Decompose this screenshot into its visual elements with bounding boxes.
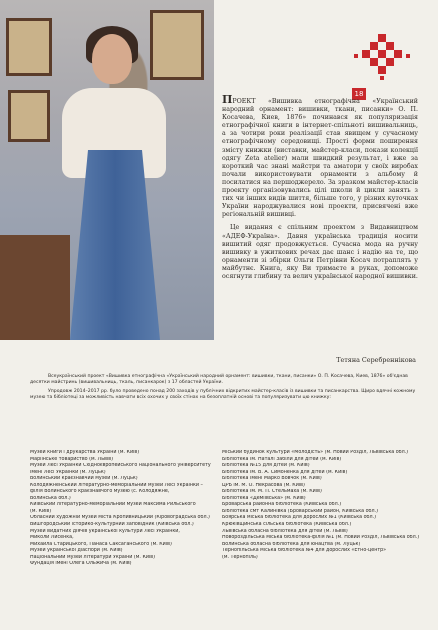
institution-item: Крюківщинська сільська бібліотека (Київська обл.) [222, 522, 352, 528]
institution-item: (м. Тернопіль) [222, 554, 258, 560]
blue-skirt [70, 150, 160, 340]
institution-item: Львівська обласна бібліотека для дітей (м. Львів) [222, 528, 348, 534]
institution-item: Броварська районна бібліотека (Київська обл.) [222, 502, 342, 508]
institution-item: Бібліотека «Деміївська» (м. Київ) [222, 495, 306, 501]
institution-item: Бібліотека ім. В. А. Симоненка для дітей (м. Київ) [222, 469, 348, 475]
institution-item: Бібліотека ім. М. П. Стельмаха (м. Київ) [222, 489, 322, 495]
institution-item: Бібліотека смт Калинівка (Броварський район, Київська обл.) [222, 508, 378, 514]
institution-item: Волинська обл.) [30, 495, 71, 501]
institution-item: ЦРБ ім. М. О. Некрасова (м. Київ) [222, 482, 305, 488]
institution-item: Колодяжненський літературно-меморіальний музей Лесі Українки – [30, 482, 203, 488]
project-intro [30, 374, 418, 404]
institution-item: Волинський краєзнавчий музей (м. Луцьк) [30, 476, 138, 482]
institution-item: Музей книги і друкарства України (м. Київ) [30, 450, 140, 455]
intro-paragraph: Всеукраїнський проект «Вишивка етнографічна «Український народний орнамент: вишивки, ткани, писанки» О. П. Косачева, Киев, 1876» об'єднав десятки майстринь (вишивальниць, ткаль, писанкарок) з 17 областей України. [30, 374, 408, 386]
institution-item: Бібліотека №15 для дітей (м. Київ) [222, 463, 310, 469]
drop-cap: П [222, 93, 233, 106]
institution-item: Маріїнське товариство (м. Львів) [30, 456, 113, 462]
institution-item: (м. Київ) [30, 508, 52, 514]
institutions-list-right [222, 450, 420, 561]
institution-item: Михайла Старицького, Панаса Саксаганського (м. Київ) [30, 541, 172, 547]
picture-frame [8, 90, 50, 142]
embroidery-ornament-icon [352, 32, 412, 84]
picture-frame [150, 10, 204, 80]
portrait-photo [0, 0, 214, 340]
institution-item: імені Лесі Українки (м. Луцьк) [30, 469, 106, 475]
institution-item: Бібліотека імені Марко Вовчок (м. Київ) [222, 476, 322, 482]
article-paragraph: Це видання є спільним проектом з Видавництвом «АДЕФ-Україна». Давня українська традиція носити вишитий одяг продовжується. Сучасна мода на ручну вишивку в ужиткових речах дає шанс і надію на те, що орнаменти зі збірки Ольги Петрівни Косач потраплять у майбутнє. Книга, яку Ви тримаєте в руках, допоможе осягнути глибину та велич української народної вишивки. [222, 224, 418, 280]
institution-item: філія Волинського краєзнавчого музею (с. Колодяжне, [30, 489, 170, 495]
institution-item: Бібліотека ім. Наталі Забіли для дітей (м. Київ) [222, 456, 342, 462]
institution-item: Вишгородський історико-культурний заповідник (Київська обл.) [30, 522, 194, 528]
institution-item: Фундація імені Олега Ольжича (м. Київ) [30, 561, 132, 567]
article-paragraph: ПРОЕКТ «Вишивка етнографічна «Український народний орнамент: вишивки, ткани, писанки» О. П. Косачева, Киев, 1876» починався як популяризація етнографічної книги в інтернет-спільноті вишивальниць, а за чотири роки реалізації став явищем у сучасному етнографічному середовищі. Прості форми поширення змісту книжки (виставки, майстер-класи, покази колекції одягу Zeta atelier) мали швидкий результат, і вже за короткий час знані майстри та аматори у своїх виробах почали використовувати орнаменти з альбому й посилатися на першоджерело. За зразком майстер-класів проекту організовувались цілі школи й цикли занять з тих чи інших видів шиття, більше того, у різних куточках України народжувалися нові проекти, присвячені вже регіональній вишивці. [222, 93, 418, 219]
page-number: 18 [352, 88, 366, 100]
institution-item: Міський будинок культури «Молодість» (м. Новий Розділ, Львівська обл.) [222, 450, 409, 455]
institution-item: Київський літературно-меморіальний музей Максима Рильського [30, 502, 196, 508]
author-signature: Тетяна Серебреннікова [336, 356, 416, 364]
intro-paragraph: Упродовж 2014–2017 рр. було проведено понад 200 заходів у публічних відкритих майстер-класів із вишивки та писанкарства. Щиро вдячні кожному музею та бібліотеці за можливість навчати всіх охочих у своїх стінах на безоплатній основі та популяризувати цю книжку: [30, 388, 416, 401]
institution-item: Обласний художній музей міста Кропивницький (Кіровоградська обл.) [30, 515, 210, 521]
institution-item: Музей української діаспори (м. Київ) [30, 548, 123, 554]
institution-item: Волинська обласна бібліотека для юнацтва (м. Луцьк) [222, 541, 361, 547]
institution-item: Новороздільська міська бібліотека-філія №1 (м. Новий Розділ, Львівська обл.) [222, 535, 420, 541]
table [0, 235, 70, 340]
face [92, 34, 132, 84]
institution-item: Миколи Лисенка, [30, 535, 74, 541]
institution-item: Тернопільська міська бібліотека №4 для дорослих «Етно-центр» [222, 548, 387, 554]
institution-item: Боярська міська бібліотека для дорослих №1 (Київська обл.) [222, 515, 376, 521]
institution-item: Національний музей літератури України (м. Київ) [30, 554, 156, 560]
picture-frame [6, 18, 52, 76]
institution-item: Музей Лесі Українки Східноєвропейського національного університету [30, 463, 211, 469]
article-text [222, 93, 418, 286]
institution-item: Музей видатних діячів української культури Лесі Українки, [30, 528, 180, 534]
institutions-list-left [30, 450, 230, 568]
